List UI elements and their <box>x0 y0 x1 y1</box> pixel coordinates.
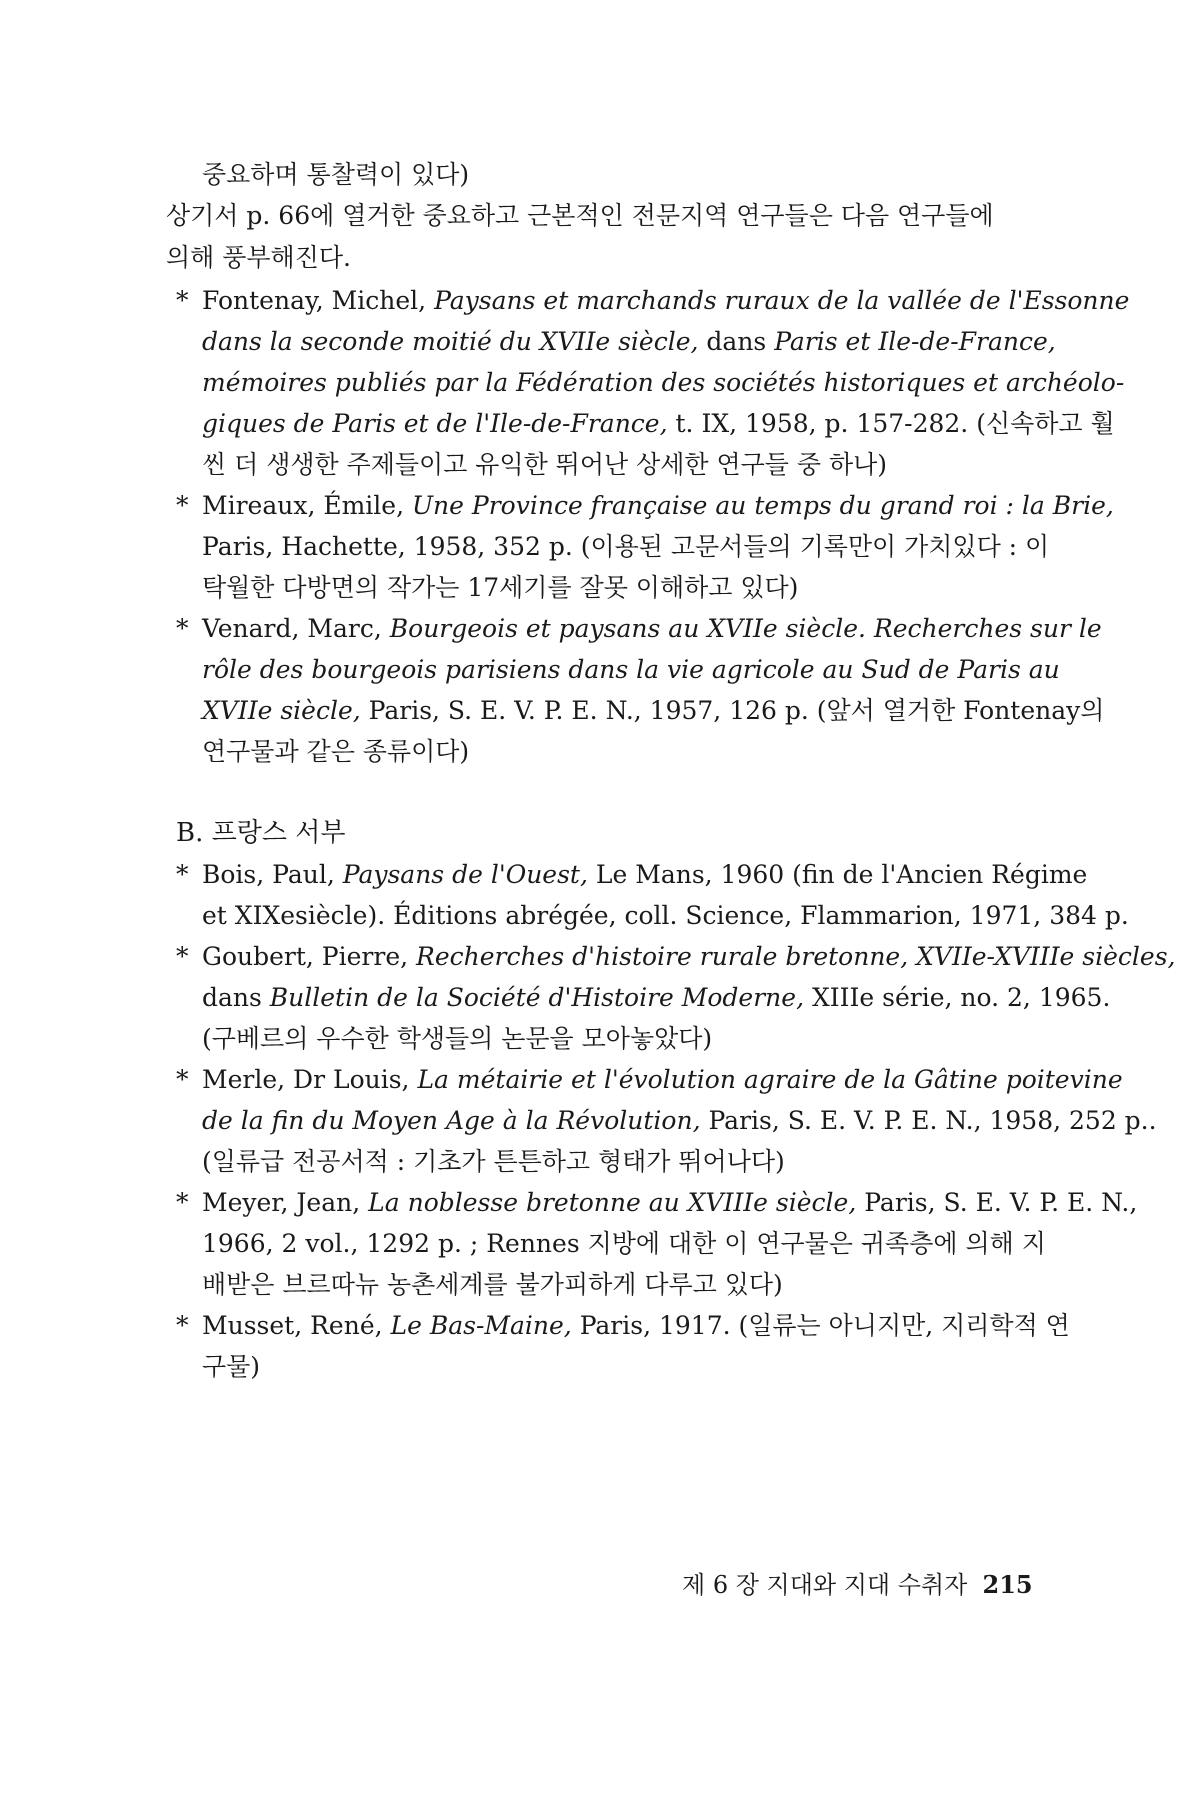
bullet-marker: * <box>176 1065 189 1094</box>
entry-line: Paris, Hachette, 1958, 352 p. (이용된 고문서들의 기록만이 가치있다 : 이 <box>202 532 1050 561</box>
entry-author: Goubert, Pierre, <box>202 942 417 971</box>
entry-line: 연구물과 같은 종류이다) <box>202 737 470 766</box>
section-heading: B. 프랑스 서부 <box>176 818 346 848</box>
entry-line <box>202 327 1056 357</box>
bullet-marker: * <box>176 491 189 520</box>
entry-title: Recherches d'histoire rurale bretonne, XVIIe-XVIIIe siècles, <box>416 942 1176 971</box>
bullet-marker: * <box>176 286 189 315</box>
chapter-title: 제 6 장 지대와 지대 수취자 <box>682 1571 968 1599</box>
bullet-marker: * <box>176 1311 189 1340</box>
entry-line <box>202 491 1114 521</box>
bullet-marker: * <box>176 1188 189 1217</box>
entry-line: 구물) <box>202 1352 261 1381</box>
entry-title: de la fin du Moyen Age à la Révolution, <box>202 1106 709 1135</box>
entry-line: 씬 더 생생한 주제들이고 유익한 뛰어난 상세한 연구들 중 하나) <box>202 450 888 479</box>
entry-line <box>202 368 1124 398</box>
entry-title: XVIIe siècle, <box>202 696 369 725</box>
entry-text: Paris, S. E. V. P. E. N., 1957, 126 p. (앞서 열거한 Fontenay의 <box>368 696 1105 725</box>
intro-line-3: 의해 풍부해진다. <box>166 243 351 272</box>
entry-author: Meyer, Jean, <box>202 1188 369 1217</box>
entry-author: Bois, Paul, <box>202 860 343 889</box>
entry-line <box>202 696 1104 726</box>
entry-title: La métairie et l'évolution agraire de la Gâtine poitevine <box>417 1065 1123 1094</box>
entry-title: Paris et Ile-de-France, <box>774 327 1056 356</box>
running-footer <box>682 1570 1033 1600</box>
entry-line: 배받은 브르따뉴 농촌세계를 불가피하게 다루고 있다) <box>202 1270 783 1299</box>
entry-title: giques de Paris et de l'Ile-de-France, <box>202 409 676 438</box>
entry-title: Bulletin de la Société d'Histoire Moderne, <box>269 983 812 1012</box>
entry-line <box>202 983 1110 1013</box>
entry-text: dans <box>706 327 775 356</box>
entry-author: Fontenay, Michel, <box>202 286 435 315</box>
entry-line <box>202 286 1129 316</box>
entry-line <box>202 942 1176 972</box>
entry-text: t. IX, 1958, p. 157-282. (신속하고 훨 <box>675 409 1115 438</box>
entry-text: Paris, 1917. (일류는 아니지만, 지리학적 연 <box>579 1311 1070 1340</box>
entry-line <box>202 655 1060 685</box>
entry-title: La noblesse bretonne au XVIIIe siècle, <box>368 1188 865 1217</box>
entry-line <box>202 860 1087 890</box>
entry-line <box>202 1311 1070 1341</box>
entry-title: Paysans de l'Ouest, <box>342 860 596 889</box>
entry-line: 탁월한 다방면의 작가는 17세기를 잘못 이해하고 있다) <box>202 573 799 602</box>
entry-text: Paris, S. E. V. P. E. N., 1958, 252 p.. <box>708 1106 1157 1135</box>
entry-title: mémoires publiés par la Fédération des sociétés historiques et archéolo- <box>202 368 1125 397</box>
entry-title: rôle des bourgeois parisiens dans la vie agricole au Sud de Paris au <box>202 655 1060 684</box>
entry-title: Bourgeois et paysans au XVIIe siècle. Recherches sur le <box>389 614 1102 643</box>
entry-text: Le Mans, 1960 (fin de l'Ancien Régime <box>595 860 1088 889</box>
entry-text: Paris, S. E. V. P. E. N., <box>864 1188 1138 1217</box>
entry-text: XIIIe série, no. 2, 1965. <box>811 983 1111 1012</box>
bullet-marker: * <box>176 942 189 971</box>
entry-line: (구베르의 우수한 학생들의 논문을 모아놓았다) <box>202 1024 713 1053</box>
entry-title: dans la seconde moitié du XVIIe siècle, <box>202 327 707 356</box>
intro-line-1: 중요하며 통찰력이 있다) <box>202 160 470 189</box>
entry-author: Mireaux, Émile, <box>202 491 412 520</box>
intro-line-2: 상기서 p. 66에 열거한 중요하고 근본적인 전문지역 연구들은 다음 연구들에 <box>166 201 994 230</box>
entry-line <box>202 1106 1157 1136</box>
page-number: 215 <box>982 1570 1033 1599</box>
entry-line: 1966, 2 vol., 1292 p. ; Rennes 지방에 대한 이 연구물은 귀족층에 의해 지 <box>202 1229 1046 1258</box>
entry-title: Le Bas-Maine, <box>390 1311 580 1340</box>
entry-author: Merle, Dr Louis, <box>202 1065 418 1094</box>
entry-author: Venard, Marc, <box>202 614 390 643</box>
entry-line: et XIXesiècle). Éditions abrégée, coll. Science, Flammarion, 1971, 384 p. <box>202 901 1129 930</box>
entry-line <box>202 1188 1137 1218</box>
entry-title: Une Province française au temps du grand roi : la Brie, <box>411 491 1114 520</box>
entry-title: Paysans et marchands ruraux de la vallée de l'Essonne <box>434 286 1130 315</box>
entry-line <box>202 409 1115 439</box>
entry-text: dans <box>202 983 270 1012</box>
entry-author: Musset, René, <box>202 1311 391 1340</box>
entry-line <box>202 614 1102 644</box>
entry-line <box>202 1065 1123 1095</box>
bullet-marker: * <box>176 614 189 643</box>
bullet-marker: * <box>176 860 189 889</box>
entry-line: (일류급 전공서적 : 기초가 튼튼하고 형태가 뛰어나다) <box>202 1147 785 1176</box>
